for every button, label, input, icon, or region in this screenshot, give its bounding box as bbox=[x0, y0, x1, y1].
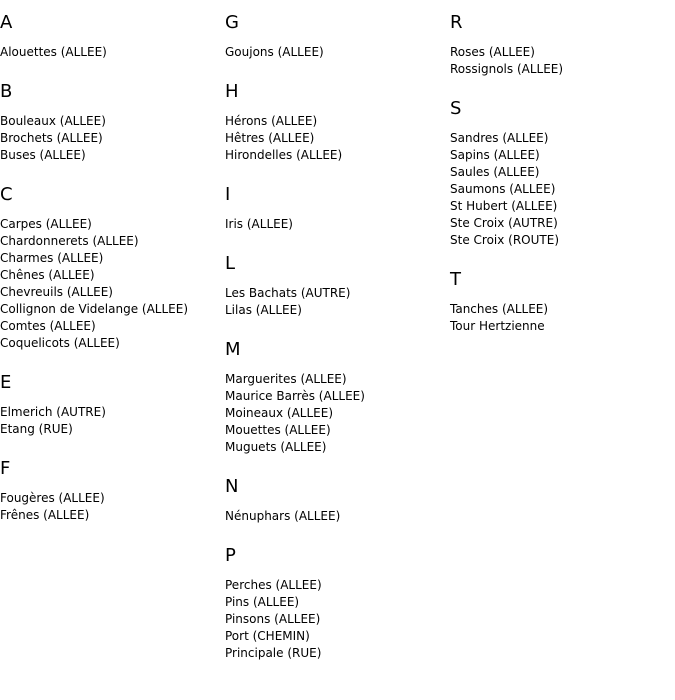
index-column bbox=[0, 12, 225, 544]
letter-heading: R bbox=[450, 12, 463, 33]
letter-heading: M bbox=[225, 339, 241, 360]
street-link[interactable]: Muguets (ALLEE) bbox=[225, 440, 327, 454]
street-link[interactable]: Iris (ALLEE) bbox=[225, 217, 293, 231]
street-link[interactable]: Roses (ALLEE) bbox=[450, 45, 535, 59]
letter-heading: N bbox=[225, 476, 239, 497]
street-link[interactable]: Elmerich (AUTRE) bbox=[0, 405, 106, 419]
street-link[interactable]: Comtes (ALLEE) bbox=[0, 319, 96, 333]
street-link[interactable]: Pins (ALLEE) bbox=[225, 595, 300, 609]
street-link[interactable]: Mouettes (ALLEE) bbox=[225, 423, 331, 437]
street-link[interactable]: Port (CHEMIN) bbox=[225, 629, 310, 643]
letter-group bbox=[450, 98, 675, 249]
letter-group bbox=[0, 372, 225, 438]
letter-heading: L bbox=[225, 253, 236, 274]
street-link[interactable]: Rossignols (ALLEE) bbox=[450, 62, 564, 76]
index-column bbox=[450, 12, 675, 355]
letter-heading: E bbox=[0, 372, 12, 393]
street-link[interactable]: Lilas (ALLEE) bbox=[225, 303, 302, 317]
street-link[interactable]: Goujons (ALLEE) bbox=[225, 45, 324, 59]
street-link[interactable]: Saumons (ALLEE) bbox=[450, 182, 556, 196]
letter-heading: S bbox=[450, 98, 462, 119]
letter-heading: G bbox=[225, 12, 239, 33]
letter-group bbox=[450, 269, 675, 335]
letter-heading: T bbox=[450, 269, 461, 290]
street-link[interactable]: Brochets (ALLEE) bbox=[0, 131, 103, 145]
letter-heading: B bbox=[0, 81, 13, 102]
street-link[interactable]: Saules (ALLEE) bbox=[450, 165, 540, 179]
letter-group bbox=[225, 184, 450, 233]
letter-group bbox=[0, 458, 225, 524]
street-link[interactable]: Frênes (ALLEE) bbox=[0, 508, 90, 522]
street-link[interactable]: Etang (RUE) bbox=[0, 422, 73, 436]
letter-heading: F bbox=[0, 458, 11, 479]
letter-group bbox=[450, 12, 675, 78]
letter-group bbox=[0, 12, 225, 61]
street-link[interactable]: Ste Croix (AUTRE) bbox=[450, 216, 558, 230]
street-link[interactable]: Bouleaux (ALLEE) bbox=[0, 114, 106, 128]
street-link[interactable]: Maurice Barrès (ALLEE) bbox=[225, 389, 365, 403]
street-link[interactable]: Chevreuils (ALLEE) bbox=[0, 285, 113, 299]
street-link[interactable]: Charmes (ALLEE) bbox=[0, 251, 104, 265]
letter-group bbox=[0, 184, 225, 352]
street-link[interactable]: Hêtres (ALLEE) bbox=[225, 131, 315, 145]
index-column bbox=[225, 12, 450, 682]
letter-group bbox=[225, 545, 450, 662]
street-link[interactable]: Sapins (ALLEE) bbox=[450, 148, 540, 162]
street-link[interactable]: Moineaux (ALLEE) bbox=[225, 406, 333, 420]
letter-group bbox=[225, 12, 450, 61]
letter-group bbox=[225, 476, 450, 525]
letter-heading: P bbox=[225, 545, 236, 566]
street-link[interactable]: Chardonnerets (ALLEE) bbox=[0, 234, 139, 248]
street-link[interactable]: Sandres (ALLEE) bbox=[450, 131, 549, 145]
street-link[interactable]: St Hubert (ALLEE) bbox=[450, 199, 558, 213]
street-link[interactable]: Principale (RUE) bbox=[225, 646, 322, 660]
street-link[interactable]: Fougères (ALLEE) bbox=[0, 491, 105, 505]
street-link[interactable]: Nénuphars (ALLEE) bbox=[225, 509, 341, 523]
letter-group bbox=[225, 253, 450, 319]
street-link[interactable]: Marguerites (ALLEE) bbox=[225, 372, 347, 386]
street-link[interactable]: Ste Croix (ROUTE) bbox=[450, 233, 560, 247]
letter-group bbox=[0, 81, 225, 164]
letter-heading: H bbox=[225, 81, 239, 102]
letter-group bbox=[225, 339, 450, 456]
street-link[interactable]: Perches (ALLEE) bbox=[225, 578, 322, 592]
street-link[interactable]: Coquelicots (ALLEE) bbox=[0, 336, 120, 350]
letter-heading: C bbox=[0, 184, 13, 205]
letter-heading: A bbox=[0, 12, 13, 33]
street-link[interactable]: Les Bachats (AUTRE) bbox=[225, 286, 351, 300]
street-link[interactable]: Tour Hertzienne bbox=[450, 319, 545, 333]
street-link[interactable]: Carpes (ALLEE) bbox=[0, 217, 92, 231]
street-link[interactable]: Hirondelles (ALLEE) bbox=[225, 148, 343, 162]
street-link[interactable]: Alouettes (ALLEE) bbox=[0, 45, 107, 59]
street-link[interactable]: Chênes (ALLEE) bbox=[0, 268, 95, 282]
street-link[interactable]: Collignon de Videlange (ALLEE) bbox=[0, 302, 189, 316]
street-link[interactable]: Buses (ALLEE) bbox=[0, 148, 86, 162]
letter-heading: I bbox=[225, 184, 231, 205]
street-link[interactable]: Hérons (ALLEE) bbox=[225, 114, 318, 128]
letter-group bbox=[225, 81, 450, 164]
street-link[interactable]: Tanches (ALLEE) bbox=[450, 302, 549, 316]
street-link[interactable]: Pinsons (ALLEE) bbox=[225, 612, 321, 626]
